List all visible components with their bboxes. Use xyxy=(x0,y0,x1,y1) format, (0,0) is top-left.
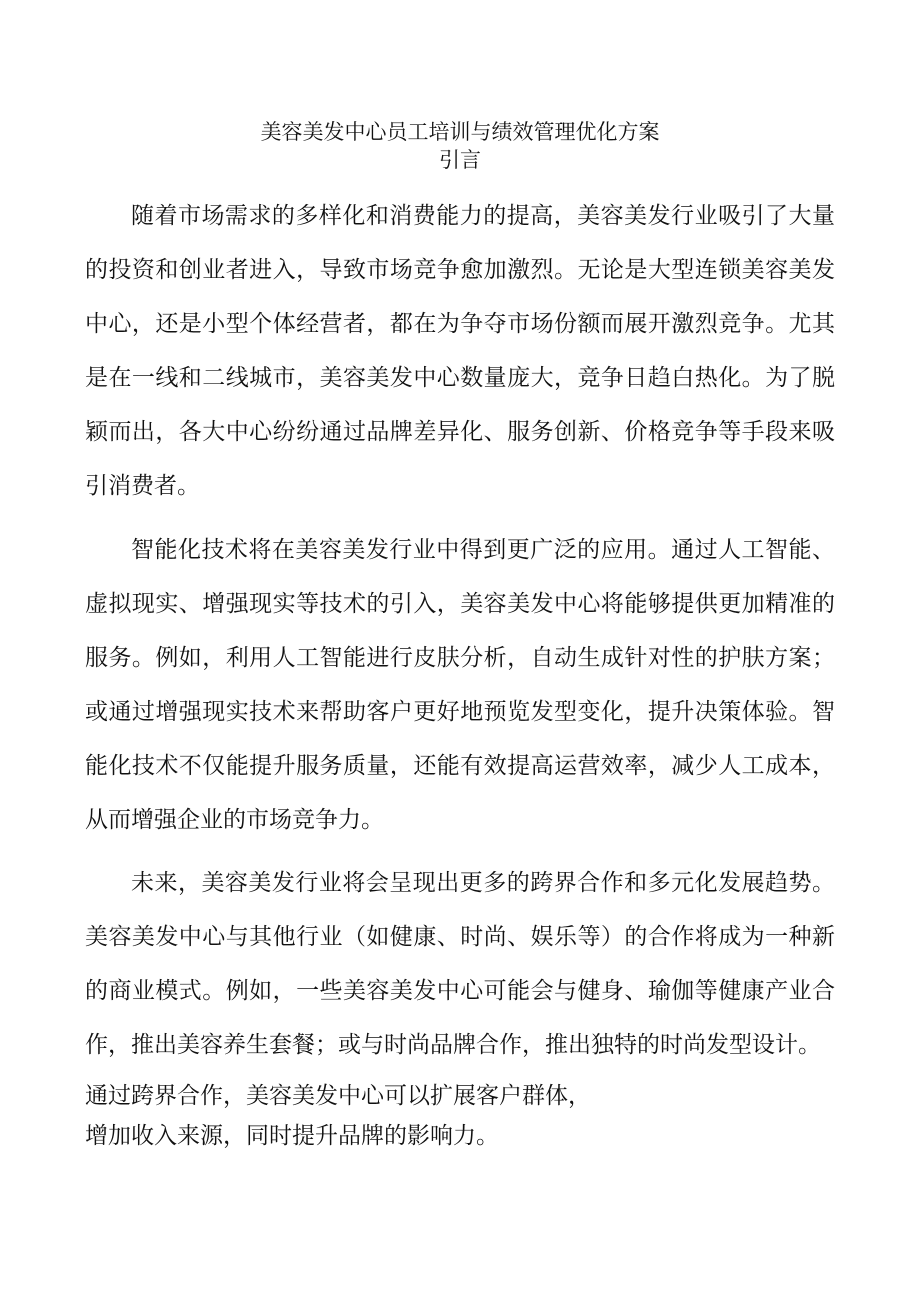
trailing-line-2: 增加收入来源，同时提升品牌的影响力。 xyxy=(85,1123,499,1149)
paragraph-2: 智能化技术将在美容美发行业中得到更广泛的应用。通过人工智能、虚拟现实、增强现实等技术的引入，美容美发中心将能够提供更加精准的服务。例如，利用人工智能进行皮肤分析，自动生成针对性的护肤方案；或通过增强现实技术来帮助客户更好地预览发型变化，提升决策体验。智能化技术不仅能提升服务质量，还能有效提高运营效率，减少人工成本，从而增强企业的市场竞争力。 xyxy=(85,537,835,833)
section-heading: 引言 xyxy=(439,148,481,172)
document-title: 美容美发中心员工培训与绩效管理优化方案 xyxy=(260,120,660,144)
trailing-line-1: 通过跨界合作，美容美发中心可以扩展客户群体， xyxy=(85,1083,591,1109)
paragraph-1: 随着市场需求的多样化和消费能力的提高，美容美发行业吸引了大量的投资和创业者进入，导致市场竞争愈加激烈。无论是大型连锁美容美发中心，还是小型个体经营者，都在为争夺市场份额而展开激烈竞争。尤其是在一线和二线城市，美容美发中心数量庞大，竞争日趋白热化。为了脱颖而出，各大中心纷纷通过品牌差异化、服务创新、价格竞争等手段来吸引消费者。 xyxy=(85,203,835,499)
paragraph-3: 未来，美容美发行业将会呈现出更多的跨界合作和多元化发展趋势。美容美发中心与其他行业（如健康、时尚、娱乐等）的合作将成为一种新的商业模式。例如，一些美容美发中心可能会与健身、瑜伽等健康产业合作，推出美容养生套餐；或与时尚品牌合作，推出独特的时尚发型设计。 xyxy=(85,870,835,1058)
